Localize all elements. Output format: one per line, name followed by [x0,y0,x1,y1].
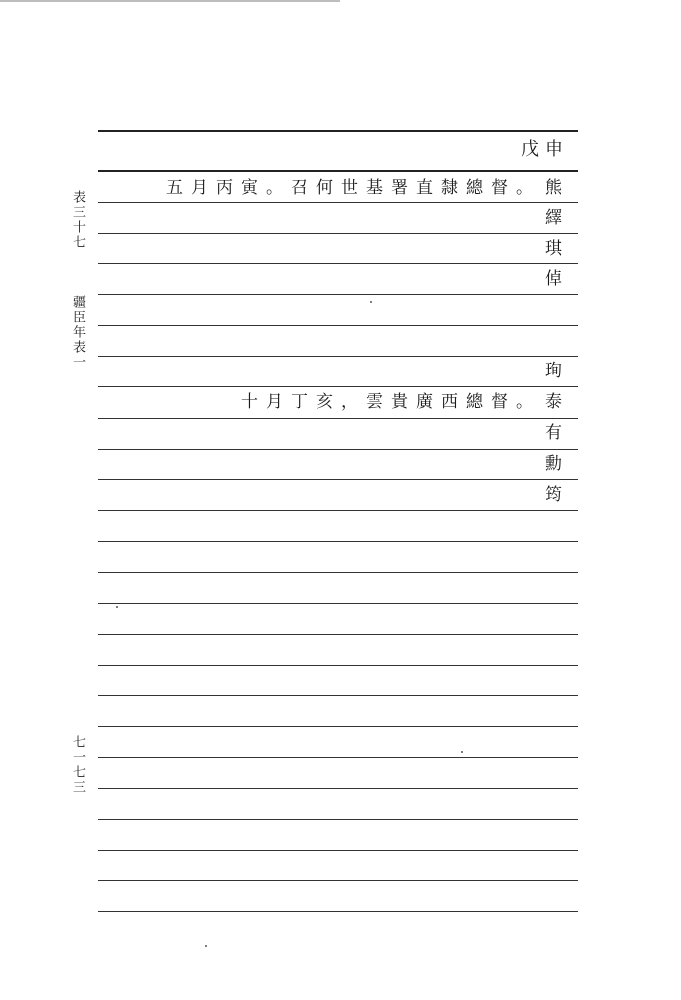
table-rule [98,386,578,387]
table-rule [98,202,578,203]
scan-edge [0,0,340,2]
table-rule [98,325,578,326]
official-name: 珣 [545,361,562,381]
table-rule [98,356,578,357]
table-rule [98,819,578,820]
table-rule [98,911,578,912]
table-rule [98,170,578,172]
table-rule [98,418,578,419]
table-rule [98,479,578,480]
page-number: 七一七三 [70,735,85,795]
table-rule [98,880,578,881]
table-rule [98,233,578,234]
record-note: 十月丁亥，雲貴廣西總督。 [241,392,541,412]
table-rule [98,850,578,851]
official-name: 倬 [545,269,562,289]
table-rule [98,449,578,450]
scan-speck [205,945,207,947]
table-rule [98,665,578,666]
year-label: 戊申 [521,139,569,160]
table-rule [98,726,578,727]
table-rule [98,263,578,264]
official-name: 有 [545,423,562,443]
table-rule [98,510,578,511]
record-note: 五月丙寅。召何世基署直隸總督。 [166,178,541,198]
scan-speck [461,751,463,753]
scan-speck [370,301,372,303]
table-rule [98,541,578,542]
official-name: 琪 [545,239,562,259]
official-name: 熊 [545,178,562,198]
table-rule [98,603,578,604]
table-rule [98,695,578,696]
official-name: 泰 [545,392,562,412]
section-title: 表三十七 [70,190,85,250]
official-name: 繹 [545,208,562,228]
scan-speck [116,606,118,608]
official-name: 勳 [545,454,562,474]
official-name: 筠 [545,485,562,505]
table-rule [98,130,578,132]
table-rule [98,572,578,573]
table-rule [98,634,578,635]
table-rule [98,757,578,758]
table-rule [98,294,578,295]
table-rule [98,788,578,789]
table-title: 疆臣年表一 [70,295,85,370]
